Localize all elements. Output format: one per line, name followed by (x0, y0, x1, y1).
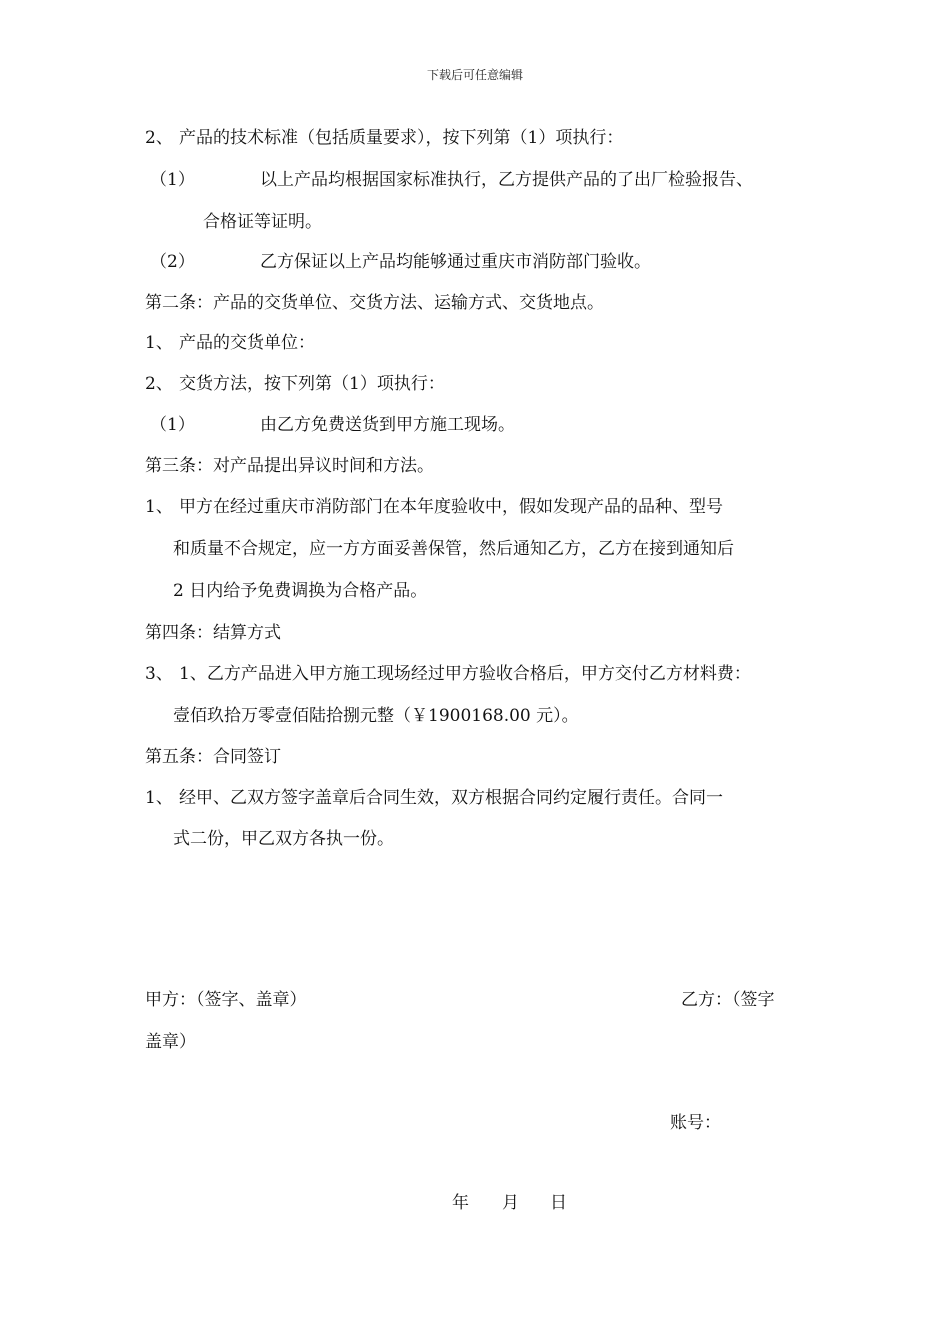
page-header: 下载后可任意编辑 (426, 68, 523, 82)
line-text: 第四条：结算方式 (145, 623, 281, 643)
clause-line (150, 413, 515, 437)
line-text: 壹佰玖拾万零壹佰陆拾捌元整（￥1900168.00 元）。 (173, 706, 579, 726)
clause-line (145, 495, 723, 519)
line-text: 交货方法，按下列第（1）项执行： (179, 374, 445, 394)
clause-line (150, 168, 753, 192)
line-number: （1） (150, 170, 195, 190)
clause-line (145, 786, 723, 810)
party-b-signature: 乙方：（签字 (681, 990, 775, 1010)
line-text: 第五条：合同签订 (145, 747, 281, 767)
line-text: 2 日内给予免费调换为合格产品。 (173, 581, 428, 601)
clause-line (145, 126, 623, 150)
line-text: 产品的技术标准（包括质量要求），按下列第（1）项执行： (179, 128, 624, 148)
signing-date (452, 1191, 567, 1215)
line-number: 1、 (145, 333, 173, 353)
line-text: 式二份，甲乙双方各执一份。 (173, 829, 394, 849)
line-text: 和质量不合规定，应一方方面妥善保管，然后通知乙方，乙方在接到通知后 (173, 539, 734, 559)
section-heading (145, 621, 281, 645)
line-text: 经甲、乙双方签字盖章后合同生效，双方根据合同约定履行责任。合同一 (179, 788, 723, 808)
clause-line (145, 372, 445, 396)
date-month: 月 (502, 1193, 519, 1213)
line-number: 1、 (145, 788, 173, 808)
clause-line (173, 579, 427, 603)
date-day: 日 (550, 1193, 567, 1213)
section-heading (145, 745, 281, 769)
clause-line (203, 210, 322, 234)
section-heading (145, 291, 604, 315)
account-label: 账号： (670, 1113, 721, 1133)
party-a-signature: 甲方：（签字、盖章） (145, 990, 307, 1010)
line-text: 合格证等证明。 (203, 212, 322, 232)
line-text: 以上产品均根据国家标准执行，乙方提供产品的了出厂检验报告、 (260, 170, 753, 190)
clause-line (173, 537, 734, 561)
clause-line (145, 331, 315, 355)
line-text: 由乙方免费送货到甲方施工现场。 (260, 415, 515, 435)
line-text: 甲方在经过重庆市消防部门在本年度验收中，假如发现产品的品种、型号 (179, 497, 723, 517)
party-b-signature-cont: 盖章） (145, 1032, 196, 1052)
date-year: 年 (452, 1193, 469, 1213)
section-heading (145, 454, 434, 478)
line-number: （1） (150, 415, 195, 435)
line-number: 1、 (145, 497, 173, 517)
line-text: 第二条：产品的交货单位、交货方法、运输方式、交货地点。 (145, 293, 604, 313)
line-text: 乙方保证以上产品均能够通过重庆市消防部门验收。 (260, 252, 651, 272)
line-number: 2、 (145, 374, 173, 394)
line-text: 第三条：对产品提出异议时间和方法。 (145, 456, 434, 476)
line-number: （2） (150, 252, 195, 272)
clause-line (150, 250, 651, 274)
line-number: 2、 (145, 128, 173, 148)
line-text: 1、乙方产品进入甲方施工现场经过甲方验收合格后，甲方交付乙方材料费： (179, 664, 751, 684)
clause-line (173, 704, 579, 728)
clause-line (173, 827, 394, 851)
line-text: 产品的交货单位： (179, 333, 315, 353)
line-number: 3、 (145, 664, 173, 684)
clause-line (145, 662, 751, 686)
